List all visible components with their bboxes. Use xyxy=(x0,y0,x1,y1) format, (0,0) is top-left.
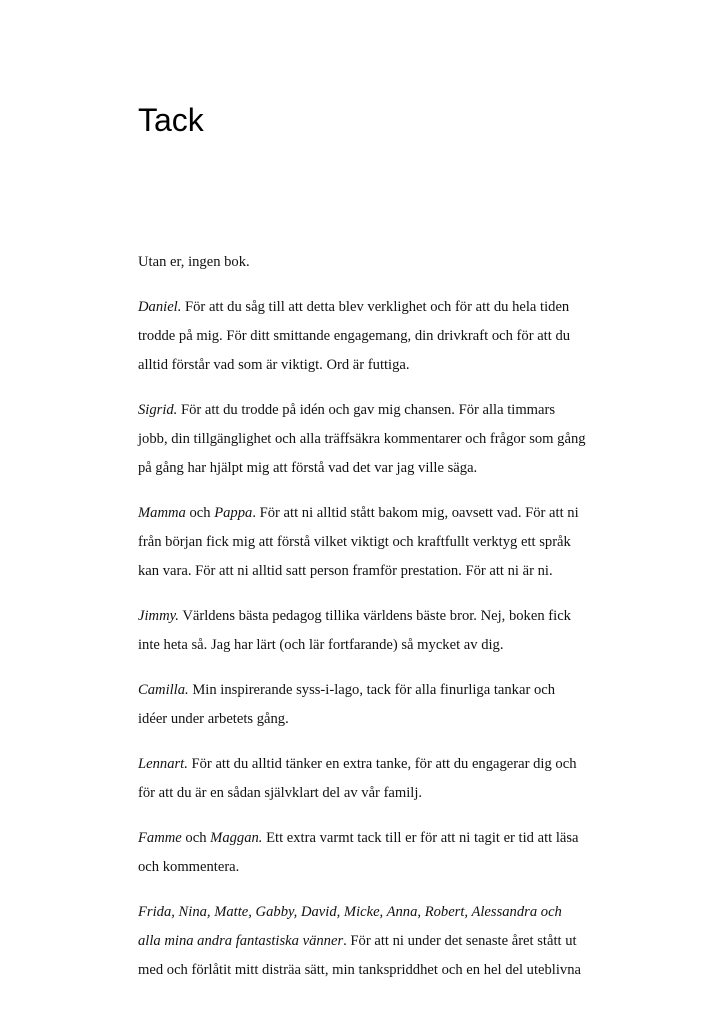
name-text: Mamma xyxy=(138,505,186,521)
body-text-span: och kommentera. xyxy=(138,859,240,875)
body-text-span: för att du är en sådan självklart del av vår familj. xyxy=(138,785,423,801)
name-text: Pappa xyxy=(214,505,253,521)
acknowledgement-paragraph xyxy=(138,293,590,380)
body-text-span: på gång har hjälpt mig att förstå vad det var jag ville säga. xyxy=(138,460,478,476)
body-text-span: . För att ni alltid stått bakom mig, oavsett vad. För att ni xyxy=(252,505,579,521)
acknowledgement-paragraph xyxy=(138,602,590,660)
acknowledgement-paragraph xyxy=(138,750,590,808)
body-text-span: Världens bästa pedagog tillika världens bäste bror. Nej, boken fick xyxy=(178,608,571,624)
acknowledgement-paragraph xyxy=(138,499,590,586)
body-text-span: idéer under arbetets gång. xyxy=(138,711,289,727)
body-text-span: och xyxy=(181,830,211,846)
acknowledgement-paragraph xyxy=(138,676,590,734)
name-text: Maggan. xyxy=(210,830,263,846)
body-text-span: jobb, din tillgänglighet och alla träffsäkra kommentarer och frågor som gång xyxy=(138,431,586,447)
body-text-span: Ett extra varmt tack till er för att ni tagit er tid att läsa xyxy=(262,830,579,846)
body-text-span: För att du alltid tänker en extra tanke, för att du engagerar dig och xyxy=(187,756,577,772)
body-text-span: Min inspirerande syss-i-lago, tack för alla finurliga tankar och xyxy=(188,682,556,698)
body-text-span: inte heta så. Jag har lärt (och lär fortfarande) så mycket av dig. xyxy=(138,637,504,653)
body-text-span: från början fick mig att förstå vilket viktigt och kraftfullt verktyg ett språk xyxy=(138,534,571,550)
name-text: Frida, Nina, Matte, Gabby, David, Micke, Anna, Robert, Alessandra och xyxy=(138,904,562,920)
name-text: Camilla. xyxy=(138,682,189,698)
acknowledgement-paragraph xyxy=(138,396,590,483)
name-text: Lennart. xyxy=(138,756,188,772)
acknowledgement-paragraph xyxy=(138,898,590,985)
acknowledgements-body xyxy=(138,248,590,1001)
name-text: Famme xyxy=(138,830,182,846)
body-text-span: . För att ni under det senaste året stått ut xyxy=(343,933,577,949)
body-text-span: och xyxy=(185,505,215,521)
body-text-span: kan vara. För att ni alltid satt person framför prestation. För att ni är ni. xyxy=(138,563,553,579)
name-text: alla mina andra fantastiska vänner xyxy=(138,933,344,949)
body-text-span: trodde på mig. För ditt smittande engagemang, din drivkraft och för att du xyxy=(138,328,571,344)
body-text-span: med och förlåtit mitt disträa sätt, min tankspriddhet och en hel del uteblivna xyxy=(138,962,581,978)
body-text-span: alltid förstår vad som är viktigt. Ord är futtiga. xyxy=(138,357,410,373)
name-text: Sigrid. xyxy=(138,402,178,418)
body-text-span: För att du trodde på idén och gav mig chansen. För alla timmars xyxy=(177,402,556,418)
acknowledgement-paragraph xyxy=(138,824,590,882)
name-text: Daniel. xyxy=(138,299,182,315)
name-text: Jimmy. xyxy=(138,608,179,624)
intro-paragraph: Utan er, ingen bok. xyxy=(138,254,250,270)
body-text-span: För att du såg till att detta blev verklighet och för att du hela tiden xyxy=(181,299,570,315)
page-title: Tack xyxy=(138,102,204,138)
